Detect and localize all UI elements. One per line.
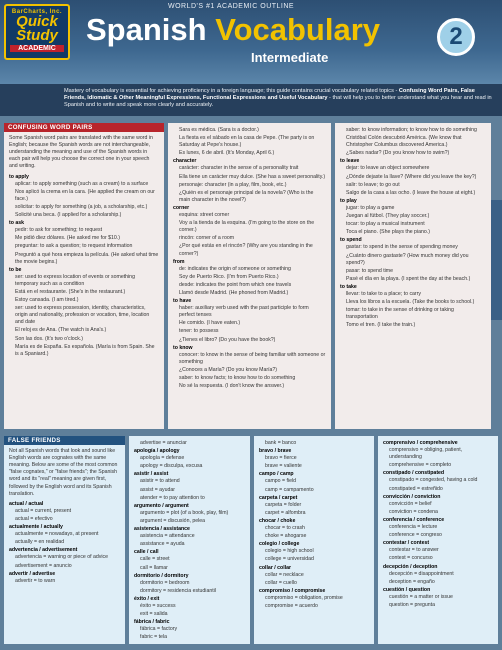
entry-definition: fábrica = factory [140,626,178,633]
entry-definition: argument = discusión, pelea [140,517,206,524]
entry-definition: Tomo el tren. (I take the train.) [346,322,416,329]
entry-definition: Nos aplicó la crema en la cara. (He applied the cream on our face.) [15,188,155,202]
vocab-entry [134,588,245,595]
vocab-entry [9,516,120,523]
vocab-entry [9,297,159,304]
vocab-entry [173,259,326,273]
vocab-entry [383,540,493,554]
vocab-entry [340,198,486,212]
vocab-entry [9,243,159,250]
vocab-entry [340,135,486,149]
entry-definition: call = llamar [140,564,168,571]
entry-definition: apología = defense [140,455,185,462]
vocab-entry [134,541,245,548]
vocab-entry [134,448,245,462]
entry-definition: actual = current, present [15,507,72,514]
vocab-entry [340,158,486,172]
entry-headword: contestar / contest [383,540,430,547]
entry-definition: ¿Cuánto dinero gastaste? (How much money did you spend?) [346,252,469,266]
vocab-entry [173,127,326,134]
entry-definition: conocer: to know in the sense of being familiar with someone or something [179,351,326,365]
entry-definition: carácter: character in the sense of a personality trait [179,165,299,172]
entry-definition: campo = field [265,478,296,485]
vocab-entry [173,243,326,257]
top-tagline: WORLD'S #1 ACADEMIC OUTLINE [168,3,295,10]
entry-definition: exit = salida [140,611,168,618]
vocab-entry [340,284,486,298]
vocab-entry [9,336,159,343]
vocab-entry [383,494,493,508]
entry-definition: bravo = fierce [265,455,297,462]
vocab-entry [340,276,486,283]
entry-definition: He comido. (I have eaten.) [179,320,241,327]
entry-definition: tener: to possess [179,328,219,335]
false-friends-panel [4,436,125,644]
entry-headword: convicción / conviction [383,493,441,500]
vocab-entry [383,587,493,601]
vocab-entry [340,229,486,236]
entry-definition: atender = to pay attention to [140,494,205,501]
vocab-entry [340,182,486,189]
vocab-entry [134,596,245,610]
entry-definition: calle = street [140,556,170,563]
vocab-entry [9,174,159,188]
logo-study: Study [16,27,58,44]
false-friends-column-3 [254,436,374,644]
vocab-entry [9,305,159,326]
intro-text: Mastery of vocabulary is essential for achieving proficiency in a foreign language; this guide contains crucial vocabulary related topics - [64,88,399,94]
vocab-entry [259,495,369,509]
vocab-entry [134,634,245,641]
entry-headword: advertir / advertise [9,570,56,577]
entry-definition: saber: to know facts; to know how to do something [179,375,296,381]
vocab-entry [383,517,493,531]
vocab-entry [173,320,326,327]
vocab-entry [9,235,159,242]
entry-definition: ¿Quién es el personaje principal de la novela? (Who is the main character in the novel?) [179,189,314,203]
vocab-entry [340,253,486,267]
entry-definition: pedir: to ask for something; to request [15,227,103,234]
entry-headword: argumento / argument [134,502,189,509]
page-subtitle: Intermediate [251,50,329,65]
entry-definition: choke = ahogarse [265,533,307,540]
vocab-entry [259,565,369,579]
vocab-entry [259,518,369,532]
entry-headword: to ask [9,220,24,227]
vocab-entry [9,547,120,561]
entry-definition: dejar: to leave an object somewhere [346,165,430,172]
vocab-entry [383,440,493,461]
entry-definition: advertencia = warning or piece of advice [15,554,108,561]
entry-definition: argumento = plot (of a book, play, film) [140,509,229,516]
entry-headword: to be [9,266,22,273]
entry-definition: college = universidad [265,556,314,563]
vocab-entry [9,189,159,203]
vocab-entry [383,555,493,562]
entry-definition: compromiso = obligation, promise [265,594,343,601]
entry-headword: from [173,258,185,265]
vocab-entry [259,471,369,485]
entry-definition: Pasé el día en la playa. (I spent the day at the beach.) [346,275,471,282]
entry-definition: carpeta = folder [265,501,302,508]
entry-definition: Cristóbal Colón descubrió América. (We know that Christopher Columbus discovered America.) [346,135,462,149]
entry-definition: assist = ayudar [140,486,176,493]
vocab-entry [173,205,326,219]
entry-definition: actually = en realidad [15,539,65,546]
vocab-entry [134,503,245,517]
entry-headword: carpeta / carpet [259,494,298,501]
entry-definition: éxito = success [140,602,176,609]
vocab-entry [173,282,326,289]
false-friends-column-2 [129,436,250,644]
column-3-entries [340,127,486,329]
vocab-entry [134,565,245,572]
logo-quick: Quick [16,13,58,30]
vocab-entry [383,470,493,484]
vocab-entry [173,150,326,157]
entry-definition: desde: indicates the point from which one travels [179,281,292,288]
vocab-entry [9,571,120,585]
volume-number-badge: 2 [437,18,475,56]
entry-definition: ser: used to express location of events or something temporary such as a condition [15,273,135,287]
entry-definition: aplicar: to apply something (such as a cream) to a surface [15,180,149,187]
entry-definition: tomar: to take in the sense of drinking or taking transportation [346,307,454,321]
vocab-entry [134,573,245,587]
entry-definition: de: indicates the origin of someone or something [179,265,291,272]
entry-headword: actual / actual [9,500,44,507]
entry-definition: Está en el restaurante. (She's in the restaurant.) [15,288,126,295]
vocab-entry [383,602,493,609]
vocab-entry [9,539,120,546]
header [0,0,502,84]
entry-definition: contestar = to answer [389,547,439,554]
confusing-column-2 [168,123,331,429]
entry-headword: asistencia / assistance [134,526,190,533]
false-friends-col3-entries [259,440,369,610]
vocab-entry [259,533,369,540]
intro-bold: Confusing Word Pairs, False Friends, Idiomatic & Other Meaningful Expressions, Functional Expressions and Useful Vocabulary [64,88,475,102]
entry-definition: ser: used to express possession, identity, characteristics, origin and nationality, profession or vocation, time, location and date [15,305,150,326]
entry-definition: bank = banco [265,440,297,446]
entry-headword: colegio / college [259,541,300,548]
entry-headword: chocar / choke [259,517,296,524]
vocab-entry [383,509,493,516]
vocab-entry [9,289,159,296]
vocab-entry [259,588,369,602]
vocab-entry [173,375,326,382]
vocab-entry [340,299,486,306]
entry-definition: Lleva los libros a la escuela. (Take the books to school.) [346,299,475,306]
entry-definition: Voy a la tienda de la esquina. (I'm going to the store on the corner.) [179,220,315,234]
vocab-entry [259,510,369,517]
entry-definition: Es lunes, 6 de abril. (It's Monday, April 6.) [179,150,275,157]
vocab-entry [340,150,486,157]
entry-definition: Son las dos. (It's two o'clock.) [15,335,84,342]
entry-headword: constipado / constipated [383,470,445,477]
entry-headword: compromiso / compromise [259,587,326,594]
side-tab [491,200,502,320]
entry-definition: deception = engaño [389,578,435,585]
vocab-entry [383,532,493,539]
entry-definition: constipado = congested, having a cold [389,477,478,484]
entry-definition: jugar: to play a game [346,204,395,211]
entry-definition: No sé la respuesta. (I don't know the answer.) [179,383,285,390]
vocab-entry [340,127,486,134]
false-friends-col2-entries [134,440,245,641]
entry-definition: llevar: to take to a place; to carry [346,290,421,297]
vocab-entry [173,158,326,172]
intro-paragraph [0,84,502,116]
false-friends-column-4 [378,436,498,644]
entry-definition: El reloj es de Ana. (The watch is Ana's.) [15,327,107,334]
entry-definition: preguntar: to ask a question; to request information [15,243,133,250]
entry-definition: ¿Por qué estás en el rincón? (Why are you standing in the corner?) [179,243,313,257]
vocab-entry [173,328,326,335]
confusing-intro: Some Spanish word pairs are translated with the same word in English; because the Spanish words are not interchangeable, understanding the meaning and use of the Spanish words in each pair will help you choose the correct one in your speech and writing. [9,135,153,170]
logo-publisher: BarCharts, Inc. [11,9,63,15]
entry-headword: bravo / brave [259,448,292,455]
entry-definition: salir: to leave; to go out [346,181,400,188]
vocab-entry [9,563,120,570]
entry-definition: actualmente = nowadays, at present [15,531,99,538]
vocab-entry [134,495,245,502]
entry-definition: collar = necklace [265,571,304,578]
vocab-entry [340,307,486,321]
vocab-entry [340,237,486,251]
vocab-entry [259,448,369,462]
entry-definition: haber: auxiliary verb used with the past participle to form perfect tenses [179,305,309,319]
entry-definition: chocar = to crash [265,525,305,532]
entry-definition: dormitorio = bedroom [140,579,190,586]
entry-definition: assistance = ayuda [140,541,185,548]
vocab-entry [173,290,326,297]
entry-headword: to have [173,298,192,305]
entry-definition: Soy de Puerto Rico. (I'm from Puerto Rico.) [179,273,279,280]
vocab-entry [9,501,120,515]
entry-headword: character [173,158,197,165]
vocab-entry [259,541,369,555]
entry-definition: Llamó desde Madrid. (He phoned from Madrid.) [179,289,289,296]
confusing-word-pairs-heading: CONFUSING WORD PAIRS [4,123,164,132]
entry-definition: ¿Conoces a María? (Do you know María?) [179,366,278,373]
entry-headword: campo / camp [259,471,294,478]
vocab-entry [173,345,326,366]
entry-definition: fabric = tela [140,634,167,641]
entry-headword: cuestión / question [383,586,431,593]
false-friends-col4-entries [383,440,493,609]
vocab-entry [134,518,245,525]
vocab-entry [259,463,369,470]
entry-headword: éxito / exit [134,595,160,602]
vocab-entry [259,603,369,610]
vocab-entry [134,463,245,470]
entry-definition: esquina: street corner [179,212,230,219]
entry-definition: advertisement = anuncio [15,562,72,569]
vocab-entry [173,383,326,390]
vocab-entry [383,579,493,586]
vocab-entry [259,580,369,587]
vocab-entry [259,440,369,447]
entry-definition: rincón: corner of a room [179,235,235,242]
vocab-entry [340,268,486,275]
vocab-entry [9,212,159,219]
title-spanish: Spanish [86,12,216,47]
vocab-entry [134,440,245,447]
entry-definition: camp = campamento [265,486,314,493]
entry-definition: Solicité una beca. (I applied for a scholarship.) [15,212,122,219]
vocab-entry [9,252,159,266]
entry-definition: gastar: to spend in the sense of spending money [346,244,458,251]
entry-definition: asistencia = attendance [140,533,195,540]
entry-headword: comprensivo / comprehensive [383,440,458,446]
entry-definition: comprensivo = obliging, patient, understanding [389,447,463,461]
title-vocabulary: Vocabulary [215,12,381,47]
vocab-entry [173,367,326,374]
entry-definition: cuestión = a matter or issue [389,593,453,600]
entry-headword: to spend [340,237,362,244]
column-2-entries [173,127,326,390]
entry-headword: apología / apology [134,448,180,455]
entry-headword: to play [340,197,357,204]
intro-end: - that will help you to better understand what you hear and read in Spanish and to write and speak more clearly and accurately. [64,95,492,109]
confusing-column-3 [335,123,491,429]
confusing-entries [9,174,159,358]
entry-headword: decepción / deception [383,563,438,570]
vocab-entry [9,344,159,358]
vocab-entry [340,213,486,220]
entry-definition: brave = valiente [265,463,302,470]
vocab-entry [134,526,245,540]
entry-definition: advertise = anunciar [140,440,187,446]
entry-definition: actual = efectivo [15,515,53,522]
entry-definition: carpet = alfombra [265,509,306,516]
entry-headword: dormitorio / dormitory [134,572,189,579]
vocab-entry [134,611,245,618]
entry-definition: solicitar: to apply for something (a job, a scholarship, etc.) [15,203,148,210]
vocab-entry [9,220,159,234]
entry-definition: Juegan al fútbol. (They play soccer.) [346,213,430,220]
vocab-entry [9,524,120,538]
vocab-entry [340,322,486,329]
page-title [86,12,380,48]
entry-headword: advertencia / advertisement [9,547,78,554]
entry-definition: decepción = disappointment [389,570,454,577]
entry-definition: pasar: to spend time [346,267,394,274]
entry-headword: conferencia / conference [383,516,445,523]
entry-headword: corner [173,204,190,211]
entry-definition: collar = cuello [265,579,297,586]
entry-definition: constipated = estreñido [389,485,443,492]
entry-definition: conference = congreso [389,532,442,539]
entry-definition: Salgo de la casa a las ocho. (I leave the house at eight.) [346,189,476,196]
entry-definition: compromise = acuerdo [265,602,318,609]
vocab-entry [383,462,493,469]
quickstudy-logo [4,4,70,60]
entry-definition: question = pregunta [389,601,436,608]
entry-headword: to know [173,344,193,351]
entry-definition: Me pidió diez dólares. (He asked me for $10.) [15,235,120,242]
entry-headword: fábrica / fabric [134,619,170,626]
vocab-entry [134,487,245,494]
vocab-entry [9,204,159,211]
entry-definition: dormitory = residencia estudiantil [140,587,216,594]
entry-definition: Preguntó a qué hora empieza la película. (He asked what time the movie begins.) [15,251,159,265]
entry-definition: personaje: character (in a play, film, book, etc.) [179,181,287,188]
entry-headword: actualmente / actually [9,524,63,531]
entry-headword: calle / call [134,549,159,556]
entry-definition: convicción = belief [389,500,432,507]
false-friends-entries [9,501,120,585]
vocab-entry [173,182,326,189]
entry-definition: contest = concurso [389,555,433,562]
false-friends-intro: Not all Spanish words that look and sound like English words are cognates with the same meaning. Below are some of the most common "false cognates," or "false friends"; the Spanish word and its "real" meaning are given first, followed by the English word and its Spanish translation. [9,448,118,497]
entry-definition: comprehensive = completo [389,462,452,469]
entry-definition: advertir = to warn [15,577,56,584]
entry-definition: Estoy cansada. (I am tired.) [15,297,79,304]
vocab-entry [134,471,245,485]
confusing-word-pairs-panel [4,123,164,429]
vocab-entry [9,327,159,334]
vocab-entry [173,190,326,204]
vocab-entry [340,190,486,197]
entry-definition: María es de España. Es española. (María is from Spain. She is a Spaniard.) [15,343,155,357]
vocab-entry [134,619,245,633]
vocab-entry [173,274,326,281]
vocab-entry [340,174,486,181]
vocab-entry [173,220,326,234]
entry-headword: to take [340,283,357,290]
entry-headword: collar / collar [259,564,292,571]
entry-definition: apology = disculpa, excusa [140,463,203,470]
vocab-entry [259,487,369,494]
vocab-entry [259,556,369,563]
entry-definition: ¿Sabes nadar? (Do you know how to swim?) [346,150,450,157]
entry-definition: Sara es médica. (Sara is a doctor.) [179,127,259,133]
entry-definition: colegio = high school [265,548,314,555]
vocab-entry [383,486,493,493]
entry-definition: Ella tiene un carácter muy dulce. (She has a sweet personality.) [179,173,326,180]
vocab-entry [173,337,326,344]
vocab-entry [173,135,326,149]
entry-headword: to leave [340,158,360,165]
entry-definition: La fiesta es el sábado en la casa de Pepe. (The party is on Saturday at Pepe's house.) [179,135,315,149]
vocab-entry [173,298,326,319]
vocab-entry [173,235,326,242]
logo-academic: ACADEMIC [10,45,64,52]
vocab-entry [173,174,326,181]
entry-definition: Toca el piano. (She plays the piano.) [346,229,430,236]
entry-definition: conferencia = lecture [389,524,438,531]
entry-headword: to apply [9,173,29,180]
vocab-entry [134,549,245,563]
entry-definition: ¿Dónde dejaste la llave? (Where did you leave the key?) [346,173,477,180]
vocab-entry [340,221,486,228]
entry-headword: asistir / assist [134,471,169,478]
entry-definition: tocar: to play a musical instrument [346,221,425,228]
entry-definition: asistir = to attend [140,478,180,485]
false-friends-heading: FALSE FRIENDS [4,436,125,445]
vocab-entry [9,267,159,288]
vocab-entry [383,564,493,578]
entry-definition: saber: to know information; to know how to do something [346,127,477,133]
entry-definition: conviction = condena [389,508,438,515]
entry-definition: ¿Tienes el libro? (Do you have the book?) [179,336,276,343]
